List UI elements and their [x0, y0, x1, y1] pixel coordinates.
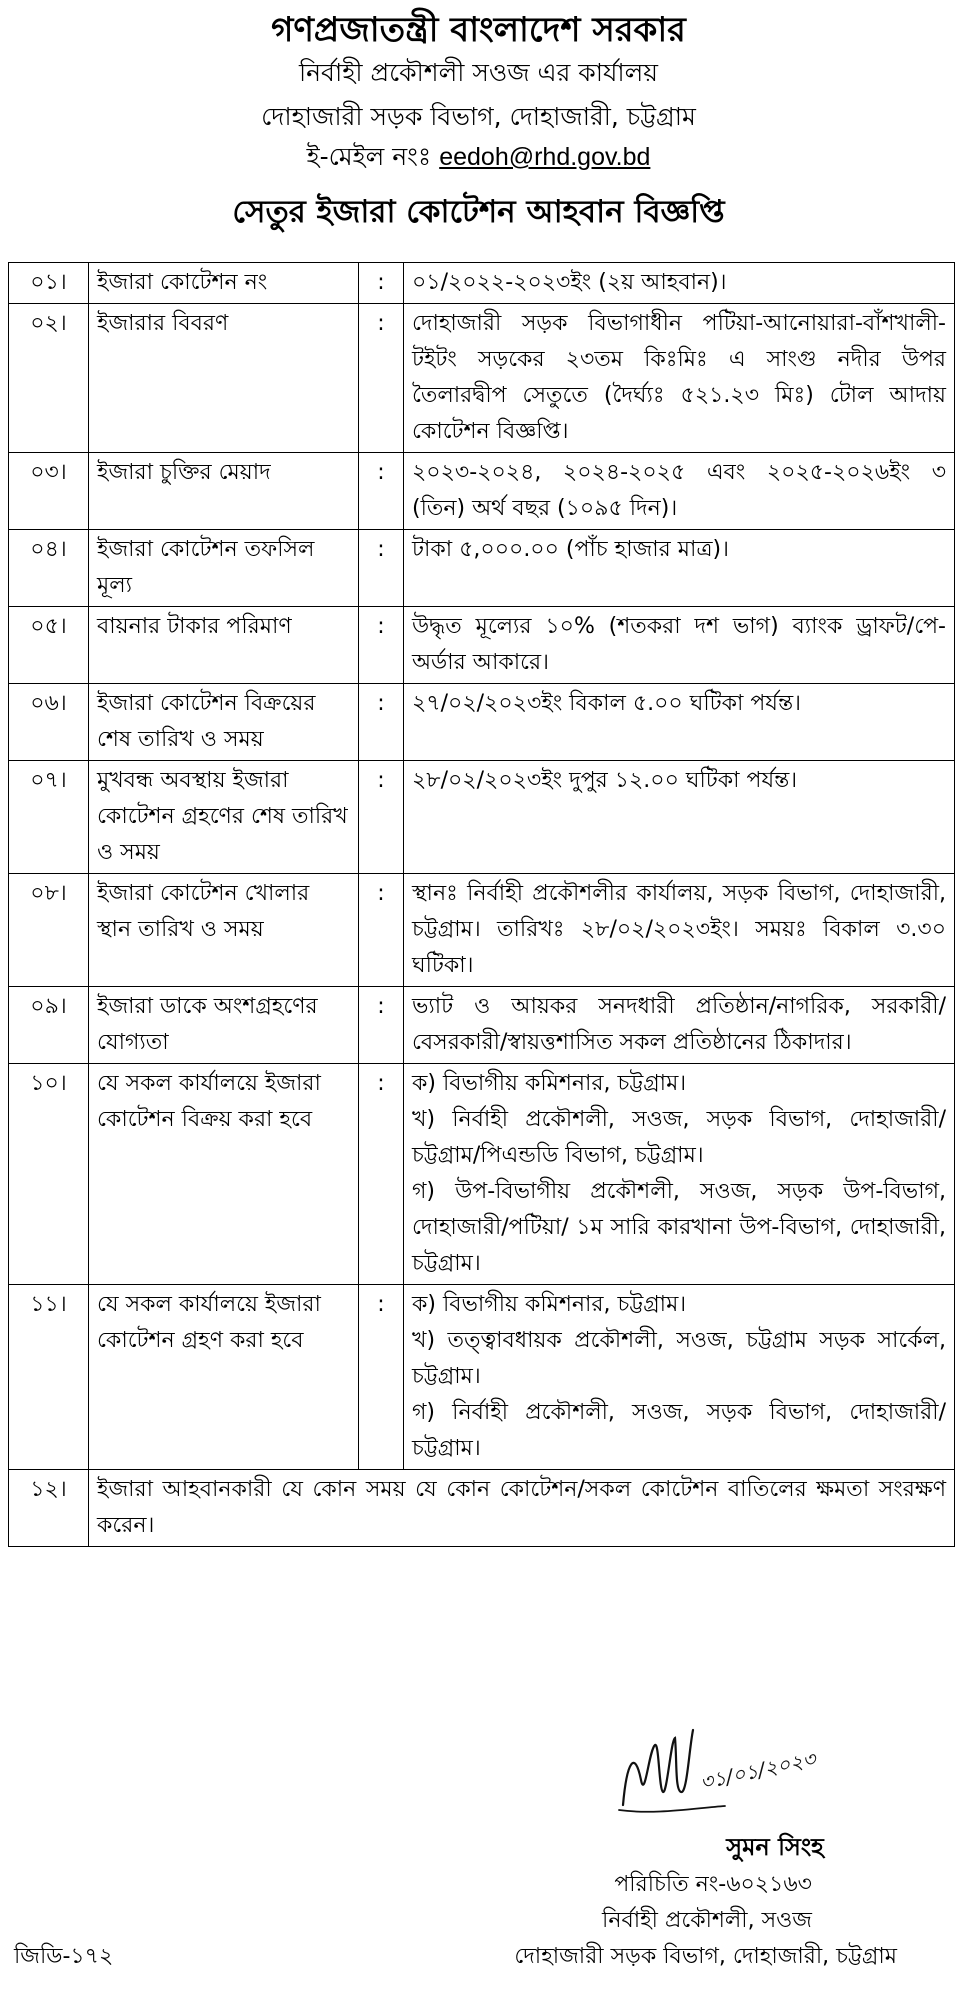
email-label: ই-মেইল নংঃ — [306, 142, 432, 171]
tender-details-table — [8, 262, 955, 1547]
list-item: ক) বিভাগীয় কমিশনার, চট্টগ্রাম। — [412, 1292, 687, 1317]
gd-code: জিডি-১৭২ — [14, 1944, 114, 1969]
row-colon: : — [359, 761, 404, 874]
row-colon: : — [359, 304, 404, 453]
handwritten-signature — [615, 1720, 825, 1825]
row-colon: : — [359, 987, 404, 1064]
row-value: ভ্যাট ও আয়কর সনদধারী প্রতিষ্ঠান/নাগরিক, সরকারী/বেসরকারী/স্বায়ত্তশাসিত সকল প্রতিষ্ঠানের ঠিকাদার। — [404, 987, 955, 1064]
row-number: ০৪। — [9, 530, 89, 607]
email-address: eedoh@rhd.gov.bd — [439, 143, 651, 171]
row-label: ইজারা কোটেশন তফসিল মূল্য — [89, 530, 359, 607]
signatory-office: দোহাজারী সড়ক বিভাগ, দোহাজারী, চট্টগ্রাম — [514, 1944, 897, 1969]
signatory-id: পরিচিতি নং-৬০২১৬৩ — [614, 1872, 812, 1897]
table-row — [9, 1285, 955, 1470]
division-address: দোহাজারী সড়ক বিভাগ, দোহাজারী, চট্টগ্রাম — [261, 102, 696, 131]
row-value: ০১/২০২২-২০২৩ইং (২য় আহবান)। — [404, 263, 955, 304]
row-label: মুখবন্ধ অবস্থায় ইজারা কোটেশন গ্রহণের শেষ তারিখ ও সময় — [89, 761, 359, 874]
table-row — [9, 304, 955, 453]
row-number: ০১। — [9, 263, 89, 304]
row-number: ১২। — [9, 1470, 89, 1547]
row-label: ইজারা কোটেশন বিক্রয়ের শেষ তারিখ ও সময় — [89, 684, 359, 761]
row-value: ২৮/০২/২০২৩ইং দুপুর ১২.০০ ঘটিকা পর্যন্ত। — [404, 761, 955, 874]
row-label: যে সকল কার্যালয়ে ইজারা কোটেশন গ্রহণ করা হবে — [89, 1285, 359, 1470]
row-colon: : — [359, 684, 404, 761]
row-number: ০৩। — [9, 453, 89, 530]
list-item: খ) তত্ত্বাবধায়ক প্রকৌশলী, সওজ, চট্টগ্রাম সড়ক সার্কেল, চট্টগ্রাম। — [412, 1328, 946, 1389]
receipt-offices-list — [404, 1285, 955, 1470]
row-colon: : — [359, 1285, 404, 1470]
row-label: ইজারার বিবরণ — [89, 304, 359, 453]
row-value: স্থানঃ নির্বাহী প্রকৌশলীর কার্যালয়, সড়ক বিভাগ, দোহাজারী, চট্টগ্রাম। তারিখঃ ২৮/০২/২০২৩ইং। সময়ঃ বিকাল ৩.৩০ ঘটিকা। — [404, 874, 955, 987]
signatory-designation: নির্বাহী প্রকৌশলী, সওজ — [602, 1908, 812, 1933]
table-row — [9, 263, 955, 304]
row-number: ১০। — [9, 1064, 89, 1285]
government-name: গণপ্রজাতন্ত্রী বাংলাদেশ সরকার — [271, 10, 686, 50]
table-row — [9, 987, 955, 1064]
row-number: ০২। — [9, 304, 89, 453]
row-label: ইজারা ডাকে অংশগ্রহণের যোগ্যতা — [89, 987, 359, 1064]
row-number: ০৫। — [9, 607, 89, 684]
row-colon: : — [359, 263, 404, 304]
row-colon: : — [359, 453, 404, 530]
row-label: যে সকল কার্যালয়ে ইজারা কোটেশন বিক্রয় করা হবে — [89, 1064, 359, 1285]
row-value: ২৭/০২/২০২৩ইং বিকাল ৫.০০ ঘটিকা পর্যন্ত। — [404, 684, 955, 761]
handwritten-date: ৩১/০১/২০২৩ — [697, 1746, 818, 1795]
table-row — [9, 453, 955, 530]
row-colon: : — [359, 607, 404, 684]
email-line — [0, 140, 957, 174]
list-item: গ) উপ-বিভাগীয় প্রকৌশলী, সওজ, সড়ক উপ-বিভাগ, দোহাজারী/পটিয়া/ ১ম সারি কারখানা উপ-বিভাগ, দোহাজারী, চট্টগ্রাম। — [412, 1179, 946, 1276]
row-value: উদ্ধৃত মূল্যের ১০% (শতকরা দশ ভাগ) ব্যাংক ড্রাফট/পে-অর্ডার আকারে। — [404, 607, 955, 684]
table-row — [9, 761, 955, 874]
office-name: নির্বাহী প্রকৌশলী সওজ এর কার্যালয় — [298, 58, 659, 87]
row-number: ০৯। — [9, 987, 89, 1064]
row-label: বায়নার টাকার পরিমাণ — [89, 607, 359, 684]
table-row — [9, 684, 955, 761]
row-value: টাকা ৫,০০০.০০ (পাঁচ হাজার মাত্র)। — [404, 530, 955, 607]
row-label: ইজারা কোটেশন নং — [89, 263, 359, 304]
row-value: ২০২৩-২০২৪, ২০২৪-২০২৫ এবং ২০২৫-২০২৬ইং ৩ (তিন) অর্থ বছর (১০৯৫ দিন)। — [404, 453, 955, 530]
notice-title: সেতুর ইজারা কোটেশন আহবান বিজ্ঞপ্তি — [232, 194, 725, 230]
row-number: ০৮। — [9, 874, 89, 987]
row-number: ০৬। — [9, 684, 89, 761]
table-row — [9, 874, 955, 987]
sale-offices-list — [404, 1064, 955, 1285]
table-row — [9, 607, 955, 684]
row-value: দোহাজারী সড়ক বিভাগাধীন পটিয়া-আনোয়ারা-বাঁশখালী-টইটং সড়কের ২৩তম কিঃমিঃ এ সাংগু নদীর উপর তৈলারদ্বীপ সেতুতে (দৈর্ঘ্যঃ ৫২১.২৩ মিঃ) টোল আদায় কোটেশন বিজ্ঞপ্তি। — [404, 304, 955, 453]
table-row — [9, 530, 955, 607]
cancellation-clause: ইজারা আহবানকারী যে কোন সময় যে কোন কোটেশন/সকল কোটেশন বাতিলের ক্ষমতা সংরক্ষণ করেন। — [89, 1470, 955, 1547]
list-item: ক) বিভাগীয় কমিশনার, চট্টগ্রাম। — [412, 1071, 687, 1096]
list-item: খ) নির্বাহী প্রকৌশলী, সওজ, সড়ক বিভাগ, দোহাজারী/চট্টগ্রাম/পিএন্ডডি বিভাগ, চট্টগ্রাম। — [412, 1107, 946, 1168]
row-colon: : — [359, 1064, 404, 1285]
table-row — [9, 1064, 955, 1285]
row-number: ১১। — [9, 1285, 89, 1470]
row-colon: : — [359, 530, 404, 607]
signature-block — [0, 1720, 957, 1990]
row-label: ইজারা কোটেশন খোলার স্থান তারিখ ও সময় — [89, 874, 359, 987]
row-label: ইজারা চুক্তির মেয়াদ — [89, 453, 359, 530]
row-colon: : — [359, 874, 404, 987]
signatory-name: সুমন সিংহ — [726, 1833, 824, 1861]
table-row — [9, 1470, 955, 1547]
row-number: ০৭। — [9, 761, 89, 874]
list-item: গ) নির্বাহী প্রকৌশলী, সওজ, সড়ক বিভাগ, দোহাজারী/চট্টগ্রাম। — [412, 1400, 946, 1461]
